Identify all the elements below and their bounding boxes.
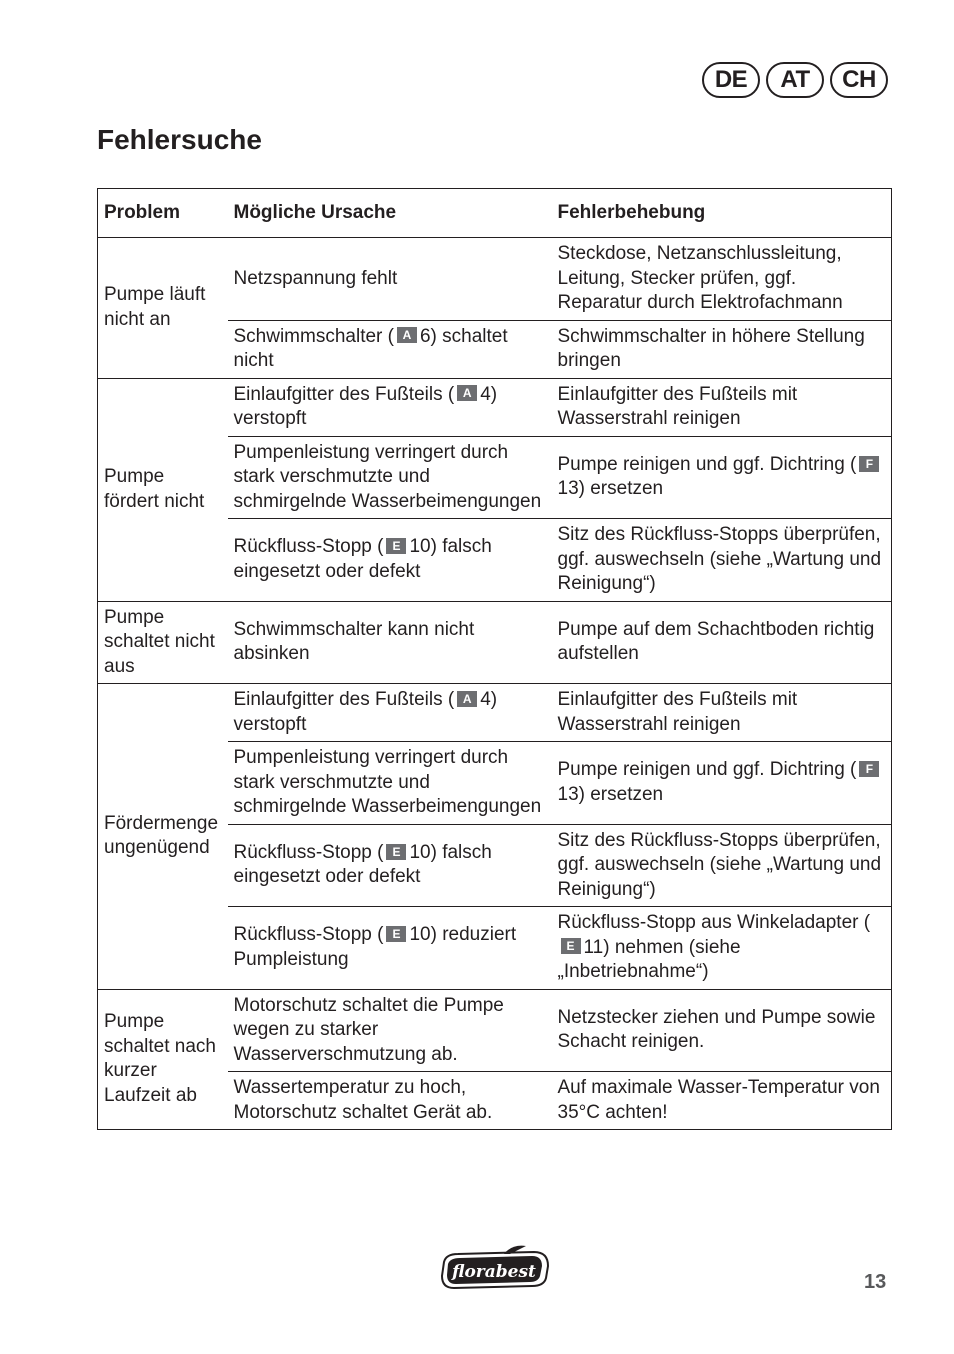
header-problem: Problem: [104, 201, 181, 223]
problem-cell: Pumpe schaltet nicht aus: [98, 601, 228, 684]
figure-reference-icon: E: [386, 844, 406, 860]
troubleshooting-table: [97, 188, 892, 1130]
table-row: [98, 378, 892, 436]
svg-text:florabest: florabest: [452, 1262, 536, 1282]
fix-cell: Schwimmschalter in höhere Stellung bringen: [552, 320, 892, 378]
troubleshooting-table-container: [97, 188, 891, 1130]
florabest-logo: [438, 1244, 552, 1290]
figure-reference-icon: E: [386, 538, 406, 554]
cause-cell: Motorschutz schaltet die Pumpe wegen zu starker Wasserverschmutzung ab.: [228, 989, 552, 1072]
fix-cell: Rückfluss-Stopp aus Winkeladapter (E 11) nehmen (siehe „Inbetriebnahme“): [552, 907, 892, 990]
page-number: 13: [864, 1271, 887, 1293]
table-row: [98, 238, 892, 321]
fix-cell: Pumpe auf dem Schachtboden richtig aufstellen: [552, 601, 892, 684]
cause-cell: Wassertemperatur zu hoch, Motorschutz schaltet Gerät ab.: [228, 1072, 552, 1130]
table-body: [98, 238, 892, 1130]
cause-cell: Netzspannung fehlt: [228, 238, 552, 321]
fix-cell: Auf maximale Wasser-Temperatur von 35°C achten!: [552, 1072, 892, 1130]
language-badge-at: AT: [766, 62, 824, 98]
cause-cell: Rückfluss-Stopp ( E 10) falsch eingesetzt oder defekt: [228, 519, 552, 602]
cause-cell: Rückfluss-Stopp ( E 10) reduziert Pumpleistung: [228, 907, 552, 990]
table-row: [98, 989, 892, 1072]
figure-reference-icon: E: [386, 926, 406, 942]
header-cause: Mögliche Ursache: [233, 201, 397, 223]
language-badges: [702, 62, 888, 98]
problem-cell: Pumpe läuft nicht an: [98, 238, 228, 379]
fix-cell: Sitz des Rückfluss-Stopps überprüfen, ggf. auswechseln (siehe „Wartung und Reinigung“): [552, 519, 892, 602]
cause-cell: Einlaufgitter des Fußteils ( A 4) verstopft: [228, 684, 552, 742]
fix-cell: Einlaufgitter des Fußteils mit Wasserstrahl reinigen: [552, 378, 892, 436]
cause-cell: Rückfluss-Stopp ( E 10) falsch eingesetzt oder defekt: [228, 824, 552, 907]
fix-cell: Pumpe reinigen und ggf. Dichtring ( F13) ersetzen: [552, 742, 892, 825]
table-row: [98, 684, 892, 742]
problem-cell: Pumpe schaltet nach kurzer Laufzeit ab: [98, 989, 228, 1130]
fix-cell: Sitz des Rückfluss-Stopps überprüfen, ggf. auswechseln (siehe „Wartung und Reinigung“): [552, 824, 892, 907]
problem-cell: Pumpe fördert nicht: [98, 378, 228, 601]
cause-cell: Pumpenleistung verringert durch stark verschmutzte und schmirgelnde Wasserbeimengungen: [228, 742, 552, 825]
cause-cell: Einlaufgitter des Fußteils ( A 4) verstopft: [228, 378, 552, 436]
fix-cell: Steckdose, Netzanschlussleitung, Leitung, Stecker prüfen, ggf. Reparatur durch Elektrofachmann: [552, 238, 892, 321]
table-row: [98, 601, 892, 684]
table-header-row: [98, 189, 892, 238]
cause-cell: Schwimmschalter kann nicht absinken: [228, 601, 552, 684]
fix-cell: Netzstecker ziehen und Pumpe sowie Schacht reinigen.: [552, 989, 892, 1072]
figure-reference-icon: A: [457, 385, 477, 401]
figure-reference-icon: E: [561, 938, 581, 954]
language-badge-de: DE: [702, 62, 760, 98]
figure-reference-icon: F: [859, 761, 879, 777]
fix-cell: Einlaufgitter des Fußteils mit Wasserstrahl reinigen: [552, 684, 892, 742]
page-title: Fehlersuche: [97, 124, 262, 155]
header-fix: Fehlerbehebung: [557, 201, 706, 223]
cause-cell: Pumpenleistung verringert durch stark verschmutzte und schmirgelnde Wasserbeimengungen: [228, 436, 552, 519]
cause-cell: Schwimmschalter ( A 6) schaltet nicht: [228, 320, 552, 378]
language-badge-ch: CH: [830, 62, 888, 98]
figure-reference-icon: F: [859, 456, 879, 472]
fix-cell: Pumpe reinigen und ggf. Dichtring ( F13) ersetzen: [552, 436, 892, 519]
figure-reference-icon: A: [397, 327, 417, 343]
figure-reference-icon: A: [457, 691, 477, 707]
problem-cell: Fördermenge ungenügend: [98, 684, 228, 990]
